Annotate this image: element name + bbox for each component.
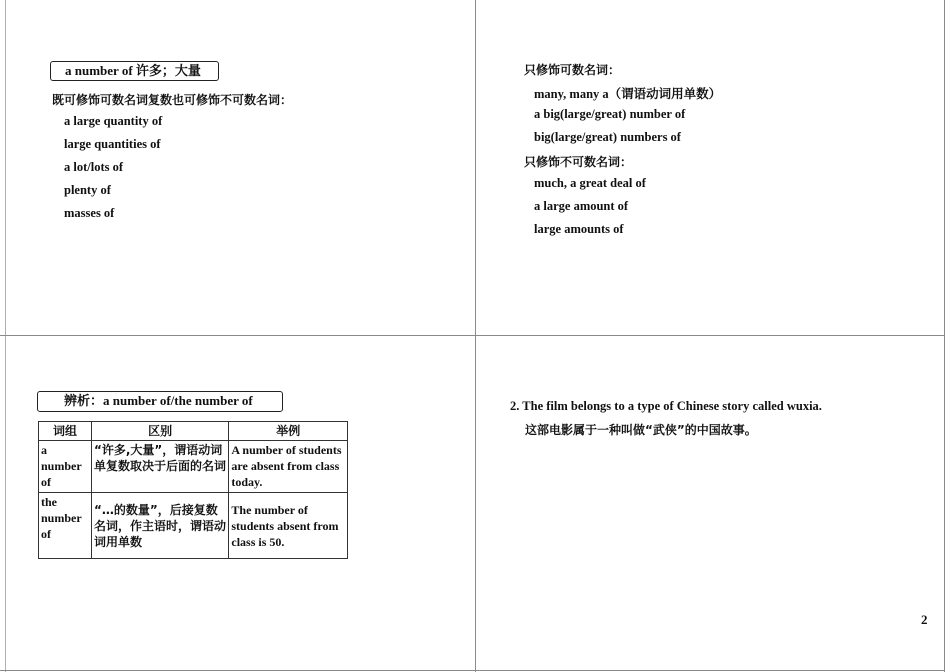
- slide2-uncountable-item: much, a great deal of: [534, 176, 646, 190]
- slide1-item: large quantities of: [64, 137, 161, 151]
- slide1-item: masses of: [64, 206, 115, 220]
- table-header: 举例: [229, 422, 348, 441]
- slide3-heading-box: [37, 391, 283, 412]
- slide2-countable-item: big(large/great) numbers of: [534, 130, 681, 144]
- table-cell-difference: “…的数量”，后接复数名词，作主语时，谓语动词用单数: [91, 493, 228, 559]
- comparison-table: [38, 421, 348, 559]
- table-row: [39, 493, 348, 559]
- table-cell-example: A number of students are absent from class today.: [229, 441, 348, 493]
- slide4-sentence-en: 2. The film belongs to a type of Chinese story called wuxia.: [510, 399, 822, 413]
- slide1-heading: a number of 许多；大量: [65, 63, 201, 78]
- slide2-countable-item: a big(large/great) number of: [534, 107, 686, 121]
- slide2-uncountable-item: a large amount of: [534, 199, 629, 213]
- table-row: [39, 441, 348, 493]
- slide1-item: plenty of: [64, 183, 111, 197]
- horizontal-divider: [0, 335, 945, 336]
- slide2-countable-label: 只修饰可数名词：: [524, 63, 621, 77]
- table-cell-phrase: the number of: [39, 493, 92, 559]
- slide2-uncountable-label: 只修饰不可数名词：: [524, 155, 633, 169]
- slide2-countable-item: many, many a（谓语动词用单数）: [534, 87, 722, 101]
- table-header-row: [39, 422, 348, 441]
- slide1-heading-box: [50, 61, 219, 81]
- vertical-divider: [475, 0, 476, 672]
- table-header: 词组: [39, 422, 92, 441]
- table-cell-difference: “许多,大量”，谓语动词单复数取决于后面的名词: [91, 441, 228, 493]
- table-header: 区别: [91, 422, 228, 441]
- slide3-heading: 辨析：a number of/the number of: [64, 393, 253, 408]
- page-number: 2: [921, 612, 928, 627]
- slide1-item: a lot/lots of: [64, 160, 124, 174]
- page-left-edge: [5, 0, 6, 672]
- page-bottom-edge: [0, 670, 945, 671]
- slide1-intro: 既可修饰可数名词复数也可修饰不可数名词：: [52, 93, 293, 107]
- slide2-uncountable-item: large amounts of: [534, 222, 624, 236]
- slide1-item: a large quantity of: [64, 114, 163, 128]
- slide4-sentence-cn: 这部电影属于一种叫做“武侠”的中国故事。: [525, 423, 757, 437]
- table-cell-example: The number of students absent from class is 50.: [229, 493, 348, 559]
- page-right-edge: [944, 0, 945, 672]
- table-cell-phrase: a number of: [39, 441, 92, 493]
